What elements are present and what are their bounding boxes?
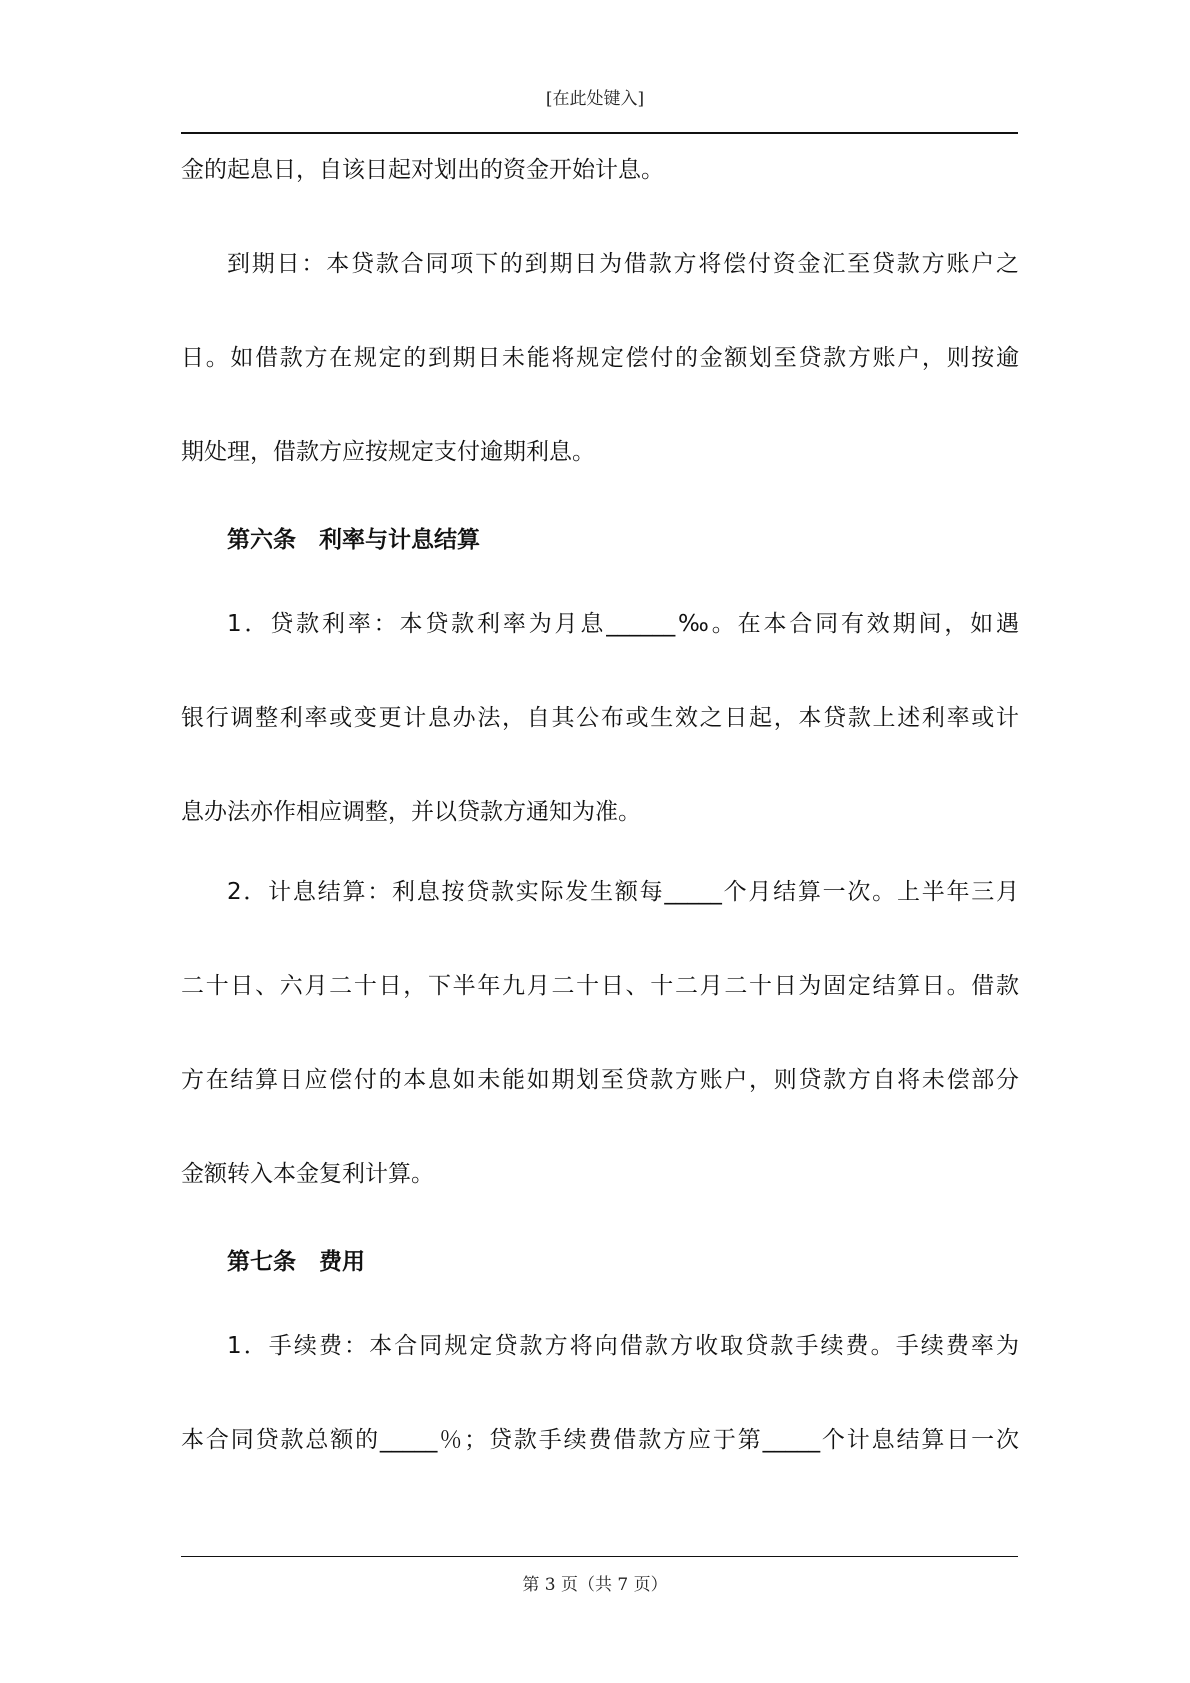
paragraph-line: 方在结算日应偿付的本息如未能如期划至贷款方账户，则贷款方自将未偿部分	[181, 1067, 1019, 1093]
paragraph-line: 2．计息结算：利息按贷款实际发生额每_____个月结算一次。上半年三月	[227, 879, 1019, 905]
header-divider	[181, 132, 1018, 134]
paragraph-line: 1．手续费：本合同规定贷款方将向借款方收取贷款手续费。手续费率为	[227, 1333, 1019, 1359]
paragraph-line: 二十日、六月二十日，下半年九月二十日、十二月二十日为固定结算日。借款	[181, 973, 1019, 999]
section-heading: 第七条 费用	[227, 1249, 365, 1275]
paragraph-line: 银行调整利率或变更计息办法，自其公布或生效之日起，本贷款上述利率或计	[181, 705, 1019, 731]
page-number: 第 3 页（共 7 页）	[522, 1575, 668, 1595]
paragraph-line: 息办法亦作相应调整，并以贷款方通知为准。	[181, 799, 641, 825]
paragraph-line: 本合同贷款总额的_____％；贷款手续费借款方应于第_____个计息结算日一次	[181, 1427, 1019, 1453]
paragraph-line: 金额转入本金复利计算。	[181, 1161, 434, 1187]
paragraph-line: 金的起息日，自该日起对划出的资金开始计息。	[181, 157, 664, 183]
footer-divider	[181, 1556, 1018, 1557]
paragraph-line: 期处理，借款方应按规定支付逾期利息。	[181, 439, 595, 465]
paragraph-line: 1．贷款利率：本贷款利率为月息______‰。在本合同有效期间，如遇	[227, 611, 1019, 637]
paragraph-line: 到期日：本贷款合同项下的到期日为借款方将偿付资金汇至贷款方账户之	[227, 251, 1019, 277]
section-heading: 第六条 利率与计息结算	[227, 527, 480, 553]
page-header: [在此处键入]	[545, 89, 645, 109]
paragraph-line: 日。如借款方在规定的到期日未能将规定偿付的金额划至贷款方账户，则按逾	[181, 345, 1019, 371]
